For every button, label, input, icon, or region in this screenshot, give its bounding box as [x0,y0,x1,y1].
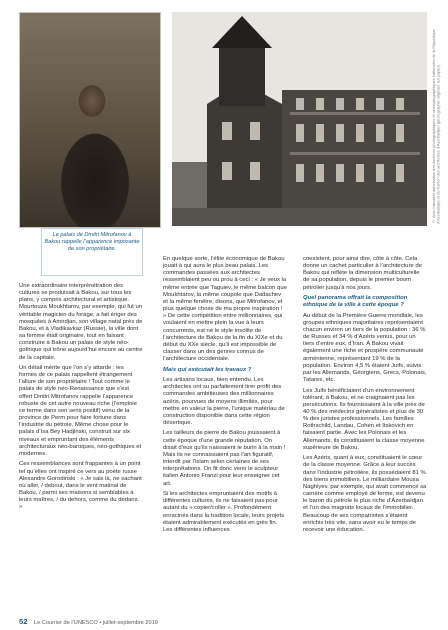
paragraph: Une extraordinaire interprénétration des cultures se produisait à Bakou, sur tous les plans, y compris architectural et artistique. Mourtouza Moukhtarov, par exemple, qui fut un véritable magicien du forage, a fait ériger des mosquées à Amirdjan, son village natal près de Bakou, et à Vladikavkaz (Russie), la ville dont sa femme était originaire, tout en faisant construire à Bakou un palais de style néo-gothique qui trône aujourd’hui encore au centre de la capitale. [19,283,143,361]
page-number: 52 [19,617,28,626]
portrait-photo [19,12,161,228]
page-footer [19,617,439,626]
paragraph: Les tailleurs de pierre de Bakou jouissaient à cette époque d’une grande réputation. On disait d’eux qu’ils naissaient le burin à la main ! Mais ils ne connaissaient pas l’art figuratif, interdit par l’islam selon certaines de ses interprétations. On fit donc venir le sculpteur italien Antonio Franzi pour leur enseigner cet art. [163,430,286,487]
interview-question: Quel panorama offrait la composition ethnique de la ville à cette époque ? [303,295,408,309]
paragraph: coexistent, pour ainsi dire, côte à côte. Cela donne un cachet particulier à l’architecture de Bakou qui reflète la dimension multiculturelle de sa population, depuis le premier boom pétrolier jusqu’à nos jours. [303,256,422,291]
article-column-2 [163,256,287,537]
article-column-3 [303,256,427,537]
paragraph: Les artisans locaux, bien entendu. Les architectes ont su parfaitement tirer profit des commandes ambitieuses des millionnaires azéris, pourvues de moyens illimités, pour mettre en valeur la pierre, l’unique matériau de construction disponible dans cette région désertique. [163,377,285,427]
magazine-issue: Le Courrier de l’UNESCO • juillet-septembre 2019 [34,620,158,626]
paragraph: Au début de la Première Guerre mondiale, les groupes ethniques majoritaires représentaient chacun environ un tiers de la population : 36 % de Russes et 34 % d’Azéris venus, pour un tiers d’entre eux, d’Iran. À Bakou vivait également une riche et prospère communauté arménienne, représentant 19 % de la population. Environ 4,5 % étaient Juifs, suivis par les Allemands, Géorgiens, Grecs, Polonais, Tatares, etc. [303,312,427,384]
paragraph: Les Juifs bénéficiaient d’un environnement tolérant, à Bakou, et ne craignaient pas les persécutions. Ils fournissaient à la ville près de 40 % des médecins généralistes et plus de 30 % des juristes professionnels. Les familles Rothschild, Landau, Cohen et Itskovich en faisaient partie. Avec les Polonais et les Allemands, ils constituaient la classe moyenne supérieure de Bakou. [303,387,425,451]
paragraph: Ces ressemblances sont frappantes à un point tel qu’elles ont inspiré ce vers au poète russe Alexandre Gorodinski : « Je sais là, ne sachant où aller, / debout, dans le vent matinal de Bakou, / parmi ses maisons si semblables à leurs maîtres, / du dehors, comme du dedans. » [19,461,142,511]
paragraph: Un détail mérite que l’on s’y attarde : les formes de ce palais rappellent étrangement l’allure de son propriétaire ! Tout comme le palais de style néo-Renaissance que s’est offert Dmitri Mitrofanov rappelle l’apparence robuste de cet autre nouveau riche (l’emploie ce terme dans son sens positif) venu de la province de Perm pour faire fortune dans l’industrie du pétrole. Même chose pour le palais d’Isa Bey Hadjinski, construit sur six niveaux et empruntant des éléments architecturaux néo-baroques, néo-gothiques et modernes. [19,365,142,457]
photo-credit: © Avec l’aimable autorisation des Archives photographiques et cinématographiques nationales de la République d’Azerbaïdjan et de l’Union des architectes d’Azerbaïdjan (photographie originale sur papier). [431,29,441,224]
interview-question: Mais qui exécutait les travaux ? [163,366,252,373]
paragraph: Les Azéris, quant à eux, constituaient le cœur de la classe moyenne. Grâce à leur succès dans l’industrie pétrolière, ils possédaient 81 % des biens immobiliers. Le milliardaire Mousa Naghiyev, par exemple, qui avait commencé sa carrière comme employé de ferme, est devenu le baron du pétrole le plus riche d’Azerbaïdjan et l’un des magnats locaux de l’immobilier. Beaucoup de ses compatriotes s’étaient enrichis très vite, sans avoir eu le temps de recevoir une éducation. [303,455,427,533]
paragraph: Si les architectes empruntaient des motifs à différentes cultures, ils ne faisaient pas pour autant du « copier/coller ». Profondément enracinés dans la tradition locale, leurs projets étaient admirablement exécutés en grès fin. Les différentes influences [163,491,285,533]
palace-photo [172,12,427,226]
paragraph: En quelque sorte, l’élite économique de Bakou jouait à qui aura le plus beau palais. Les commandes passées aux architectes ressemblaient peu ou prou à ceci : « Je veux la même entrée que Taguiev, le même balcon que Moukhtarov, la même coupole que Dadachev et la même fenêtre, disons, que Mitrofanov, et plus quelque chose de ma propre inspiration ! » De cette compétition entre millionnaires, qui voulaient en mettre plein la vue à leurs concurrents, est né le style insolite de l’architecture de Bakou de la fin du XIXe et du début du XXe siècle, qu’il est impossible de classer dans un des genres connus de l’architecture occidentale. [163,256,287,363]
article-column-1 [19,283,143,515]
figure-caption: Le palais de Dmitri Mitrofanov à Bakou rappelle l’apparence imposante de son propriétaire. [41,228,143,276]
